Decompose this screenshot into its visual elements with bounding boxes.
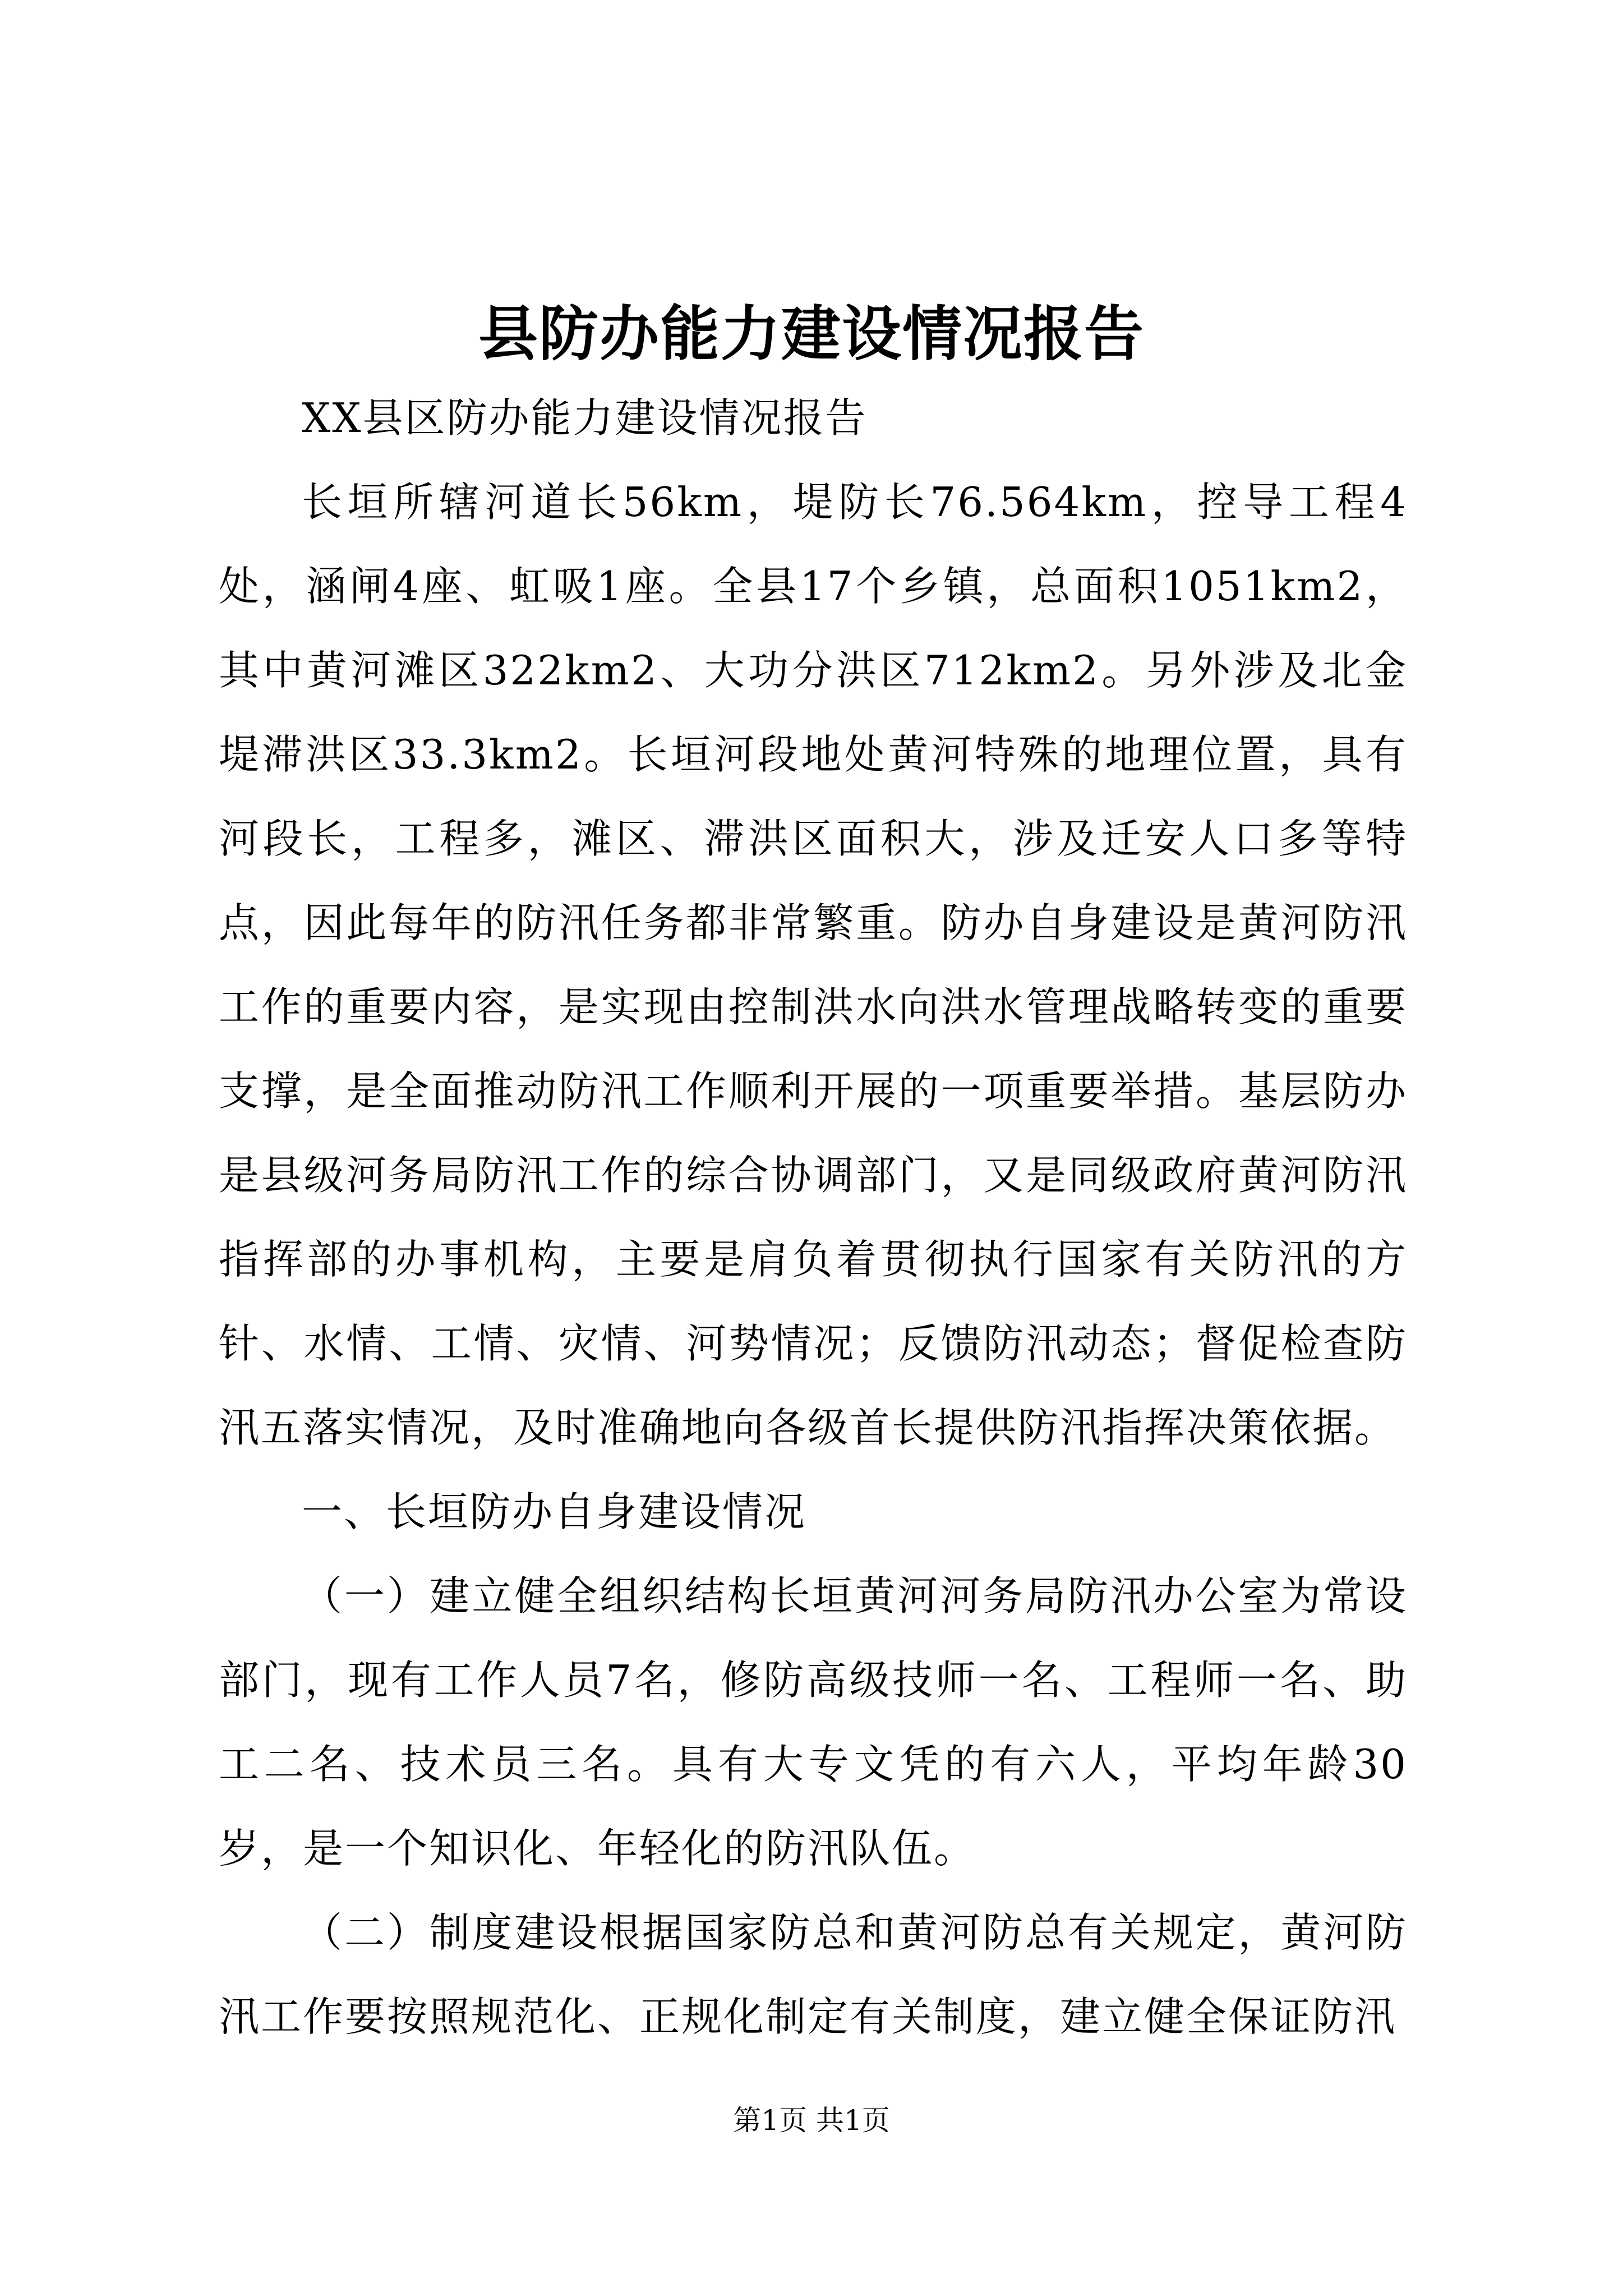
intro-paragraph: 长垣所辖河道长56km，堤防长76.564km，控导工程4处，涵闸4座、虹吸1座。全县17个乡镇，总面积1051km2，其中黄河滩区322km2、大功分洪区712km2。另外涉及北金堤滞洪区33.3km2。长垣河段地处黄河特殊的地理位置，具有河段长，工程多，滩区、滞洪区面积大，涉及迁安人口多等特点，因此每年的防汛任务都非常繁重。防办自身建设是黄河防汛工作的重要内容，是实现由控制洪水向洪水管理战略转变的重要支撑，是全面推动防汛工作顺利开展的一项重要举措。基层防办是县级河务局防汛工作的综合协调部门，又是同级政府黄河防汛指挥部的办事机构，主要是肩负着贯彻执行国家有关防汛的方针、水情、工情、灾情、河势情况；反馈防汛动态；督促检查防汛五落实情况，及时准确地向各级首长提供防汛指挥决策依据。 [219, 478, 1408, 1451]
organization-paragraph: （一）建立健全组织结构长垣黄河河务局防汛办公室为常设部门，现有工作人员7名，修防高级技师一名、工程师一名、助工二名、技术员三名。具有大专文凭的有六人，平均年龄30岁，是一个知识化、年轻化的防汛队伍。 [219, 1572, 1408, 1872]
system-paragraph: （二）制度建设根据国家防总和黄河防总有关规定，黄河防汛工作要按照规范化、正规化制定有关制度，建立健全保证防汛 [219, 1909, 1408, 2040]
page-footer: 第1页 共1页 [733, 2104, 890, 2137]
subtitle-paragraph: XX县区防办能力建设情况报告 [302, 394, 868, 441]
document-body [219, 376, 1408, 2059]
section-heading: 一、长垣防办自身建设情况 [302, 1488, 807, 1535]
document-title: 县防办能力建设情况报告 [478, 298, 1145, 369]
